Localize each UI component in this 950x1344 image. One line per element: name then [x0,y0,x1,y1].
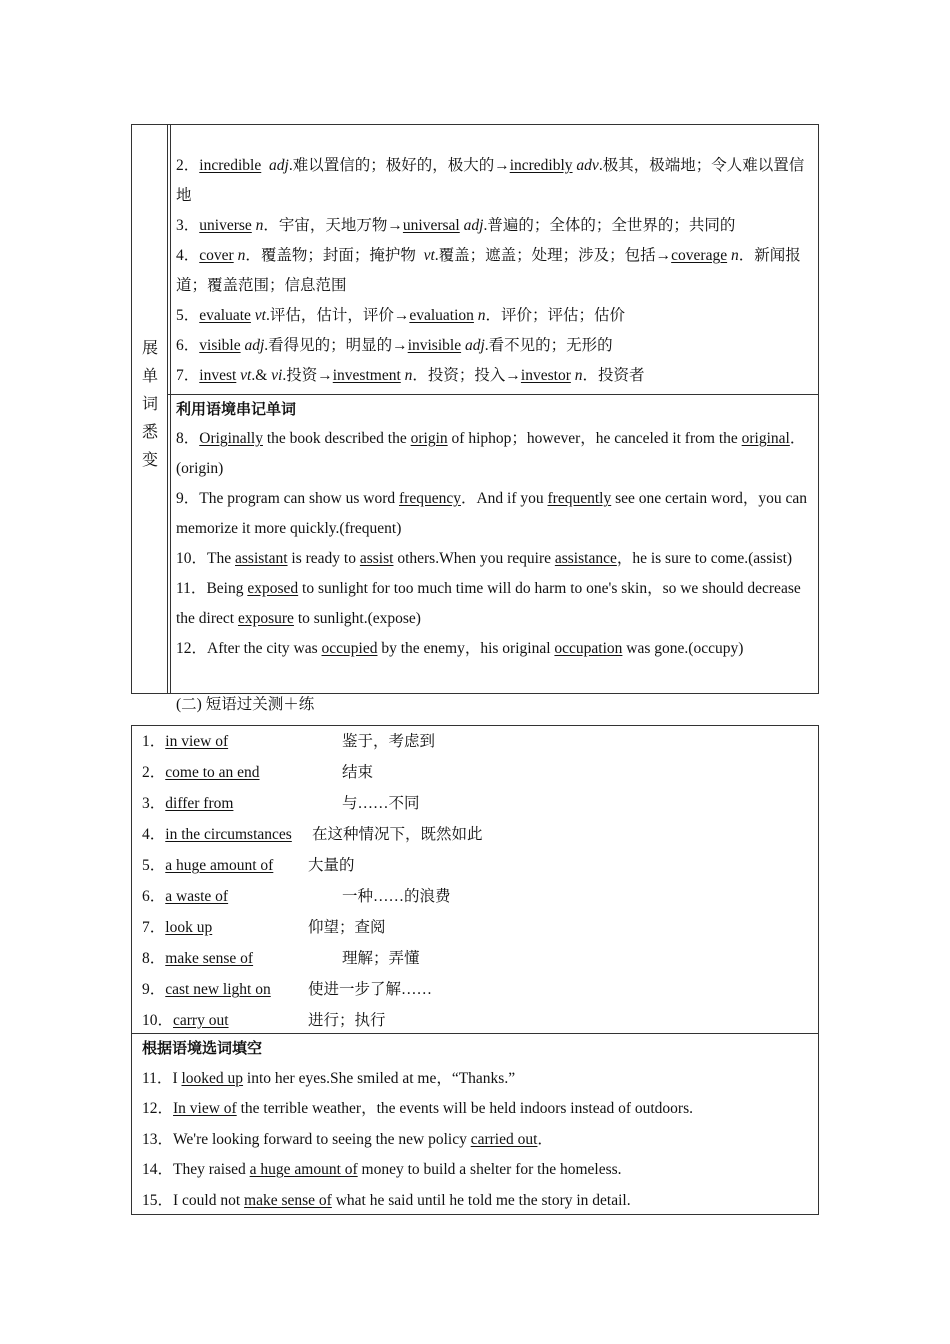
part-of-speech: vt [240,367,252,384]
answer-word: investor [520,367,571,384]
phrase-chinese: 一种……的浪费 [342,888,451,905]
part-of-speech: adj [463,217,484,234]
fill-item [142,1155,810,1186]
text-run: The [207,550,235,567]
answer-word: carried out [470,1130,538,1148]
item-number: 13． [142,1130,174,1148]
answer-word: In view of [173,1100,237,1117]
text-run: was gone.(occupy) [622,640,744,657]
part-of-speech: n [574,367,583,384]
answer-word: Originally [199,430,263,447]
side-label [132,335,168,475]
text-run: I could not [173,1191,245,1209]
item-number: 3． [142,795,166,812]
answer-word: occupied [321,640,378,657]
text-run: ．覆盖物；封面；掩护物 [245,247,424,264]
item-number: 6． [142,888,166,905]
phrase-english: look up [165,919,213,936]
part-of-speech: n [404,367,413,384]
item-number: 4． [142,826,166,843]
answer-word: exposed [247,580,299,597]
part-of-speech: vi [271,367,283,384]
phrase-row [142,974,802,1005]
answer-word: frequency [399,490,461,507]
item-number: 10． [176,550,208,567]
phrase-row [142,819,802,850]
text-run: to sunlight for too much time will do harm to one's skin，so we should decrease the direct [176,580,805,627]
answer-word: universe [199,217,252,234]
text-run: .极其，极端地；令人难以置信地 [176,157,805,204]
text-run: ．投资；投入→ [412,367,521,384]
text-run: ．投资者 [582,367,645,384]
fill-item [142,1094,810,1125]
item-number: 10． [142,1012,174,1029]
item-number: 8． [142,950,166,967]
text-run: .覆盖；遮盖；处理；涉及；包括→ [434,247,672,264]
text-run: .看得见的；明显的→ [264,337,408,354]
text-run: .看不见的；无形的 [484,337,613,354]
side-label-char: 变 [141,452,158,469]
answer-word: invest [199,367,237,384]
vocabulary-table [131,124,819,694]
part-of-speech: vt [254,307,266,324]
text-run: .评估，估计，评价→ [265,307,410,324]
phrase-english: a huge amount of [165,857,274,874]
phrase-row [142,788,802,819]
phrase-english: make sense of [165,950,254,967]
fill-item [142,1125,810,1156]
item-number: 3． [176,217,200,234]
phrase-row [142,881,802,912]
text-run: I [172,1069,182,1087]
item-number: 9． [176,490,200,507]
answer-word: make sense of [244,1191,332,1209]
side-label-char: 悉 [141,424,158,441]
answer-word: occupation [554,640,623,657]
answer-word: incredibly [509,157,573,174]
text-run: ． [537,1130,553,1148]
text-run: ．宇宙，天地万物→ [263,217,403,234]
phrase-chinese: 使进一步了解…… [308,981,433,998]
side-label-char: 词 [141,396,158,413]
side-label-char: 单 [141,368,158,385]
fill-item [142,1186,810,1217]
item-number: 4． [176,247,200,264]
phrase-english: cast new light on [165,981,271,998]
part-of-speech: adv [576,157,599,174]
answer-word: evaluate [199,307,251,324]
fill-blank-section [142,1033,810,1216]
item-number: 12． [176,640,208,657]
text-run: into her eyes.She smiled at me，“Thanks.” [243,1069,516,1087]
text-run: see one certain word，you can memorize it more quickly.(frequent) [176,490,811,537]
item-number: 5． [142,857,166,874]
phrase-english: in view of [165,733,229,750]
part-of-speech: adj [269,157,289,174]
answer-word: universal [402,217,460,234]
text-run: of hiphop；however，he canceled it from the [447,430,742,447]
answer-word: assistant [235,550,288,567]
phrase-row [142,943,802,974]
phrase-chinese: 在这种情况下，既然如此 [312,826,483,843]
text-run: is ready to [287,550,360,567]
answer-word: a huge amount of [249,1161,358,1178]
phrase-chinese: 仰望；查阅 [308,919,386,936]
phrase-row [142,850,802,881]
text-run: .难以置信的；极好的，极大的→ [288,157,510,174]
text-run: the terrible weather，the events will be held indoors instead of outdoors. [236,1100,693,1117]
side-label-char: 展 [141,340,158,357]
item-number: 2． [142,764,166,781]
item-number: 12． [142,1100,174,1117]
answer-word: origin [410,430,448,447]
side-label-column [132,125,168,693]
text-run [261,157,269,174]
vocab-item [176,151,812,211]
part-of-speech: n [730,247,739,264]
answer-word: assistance [554,550,617,567]
context-item [176,484,812,544]
text-run: ．And if you [460,490,548,507]
text-run: ，he is sure to come.(assist) [616,550,793,567]
part-of-speech: n [237,247,246,264]
answer-word: investment [332,367,401,384]
text-run: ．(origin) [176,430,806,477]
item-number: 1． [142,733,166,750]
vocab-item [176,361,812,391]
vocab-item [176,331,812,361]
phrase-english: a waste of [165,888,229,905]
phrase-english: come to an end [165,764,260,781]
item-number: 6． [176,337,200,354]
part-of-speech: n [255,217,264,234]
phrase-row [142,757,802,788]
text-run: Being [206,580,248,597]
text-run: They raised [173,1161,250,1178]
phrase-chinese: 结束 [342,764,374,781]
phrase-row [142,912,802,943]
item-number: 7． [176,367,200,384]
phrase-chinese: 大量的 [308,857,355,874]
item-number: 5． [176,307,200,324]
part-of-speech: adj [244,337,265,354]
vocab-item [176,241,812,301]
context-item [176,634,812,664]
fill-heading: 根据语境选词填空 [142,1039,263,1057]
answer-word: invisible [407,337,462,354]
answer-word: evaluation [409,307,474,324]
word-forms-section [176,151,812,391]
phrase-chinese: 理解；弄懂 [342,950,420,967]
text-run: After the city was [207,640,322,657]
item-number: 11． [176,580,207,597]
text-run: ．评价；评估；估价 [485,307,626,324]
context-item [176,424,812,484]
answer-word: assist [359,550,394,567]
item-number: 11． [142,1069,173,1087]
answer-word: coverage [671,247,728,264]
phrase-chinese: 与……不同 [342,795,420,812]
item-number: 14． [142,1161,174,1178]
vocab-item [176,301,812,331]
part-of-speech: adj [464,337,485,354]
text-run: to sunlight.(expose) [293,610,421,627]
item-number: 9． [142,981,166,998]
text-run: We're looking forward to seeing the new policy [173,1130,471,1148]
item-number: 8． [176,430,200,447]
answer-word: frequently [547,490,612,507]
item-number: 7． [142,919,166,936]
phrase-row [142,1005,802,1036]
text-run: the book described the [262,430,411,447]
context-heading: 利用语境串记单词 [176,400,297,418]
phrase-row [142,726,802,757]
phrase-chinese: 进行；执行 [308,1012,386,1029]
phrase-english: differ from [165,795,234,812]
answer-word: exposure [237,610,294,627]
text-run: others.When you require [393,550,555,567]
fill-item [142,1064,810,1095]
phrases-table [131,725,819,1215]
text-run: .& [251,367,272,384]
context-section [176,394,812,664]
phrases-section-title: (二) 短语过关测＋练 [176,696,315,713]
column-divider [168,125,171,693]
answer-word: original [741,430,790,447]
part-of-speech: n [477,307,486,324]
text-run: by the enemy，his original [377,640,555,657]
answer-word: visible [199,337,241,354]
text-run: money to build a shelter for the homeless. [357,1161,622,1178]
answer-word: cover [199,247,234,264]
item-number: 2． [176,157,200,174]
phrase-english: carry out [173,1012,229,1029]
part-of-speech: vt [423,247,435,264]
text-run: .投资→ [282,367,333,384]
answer-word: looked up [181,1069,244,1087]
vocab-item [176,211,812,241]
text-run: ．新闻报道；覆盖范围；信息范围 [176,247,801,294]
text-run: The program can show us word [199,490,399,507]
phrase-english: in the circumstances [165,826,292,843]
answer-word: incredible [199,157,262,174]
context-item [176,574,812,634]
text-run: .普遍的；全体的；全世界的；共同的 [483,217,736,234]
item-number: 15． [142,1191,174,1209]
text-run: what he said until he told me the story in detail. [331,1191,631,1209]
context-item [176,544,812,574]
phrase-chinese: 鉴于，考虑到 [342,733,436,750]
